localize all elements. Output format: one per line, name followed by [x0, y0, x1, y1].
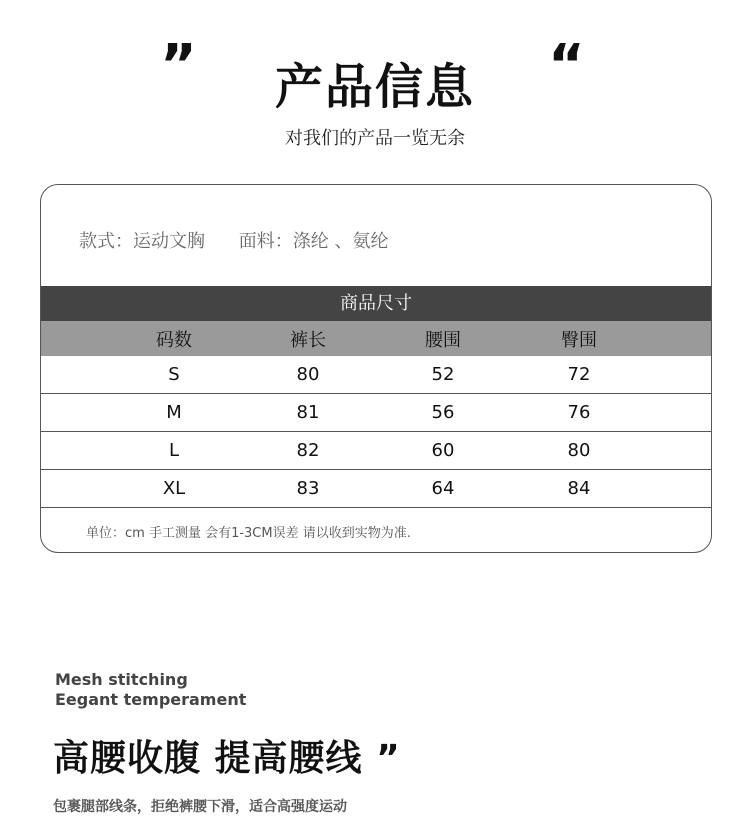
hip-cell: 76	[567, 402, 591, 423]
size-card	[40, 184, 712, 553]
feature-heading: 高腰收腹 提高腰线 ”	[53, 738, 401, 779]
spec-fabric: 面料：涤纶 、氨纶	[238, 231, 389, 252]
table-row	[41, 356, 711, 394]
size-table-title: 商品尺寸	[41, 286, 711, 321]
size-cell: XL	[162, 478, 186, 499]
hip-cell: 80	[567, 440, 591, 461]
length-cell: 81	[296, 402, 320, 423]
quote-mark-right: “	[548, 33, 585, 98]
table-row	[41, 470, 711, 508]
size-cell: M	[166, 402, 182, 423]
spec-style: 款式：运动文胸	[79, 231, 205, 252]
waist-cell: 52	[431, 364, 455, 385]
size-cell: S	[168, 364, 180, 385]
length-cell: 80	[296, 364, 320, 385]
page-title: 产品信息	[274, 59, 475, 115]
feature-english-text	[55, 670, 246, 710]
column-header-length: 裤长	[290, 329, 326, 351]
table-row	[41, 394, 711, 432]
measurement-note: 单位：cm 手工测量 会有1-3CM误差 请以收到实物为准.	[86, 526, 411, 541]
feature-description: 包裹腿部线条，拒绝裤腰下滑，适合高强度运动	[53, 799, 347, 815]
quote-mark-left: ”	[160, 33, 197, 98]
page-subtitle: 对我们的产品一览无余	[285, 128, 465, 149]
column-header-size: 码数	[156, 329, 192, 351]
waist-cell: 60	[431, 440, 455, 461]
waist-cell: 64	[431, 478, 455, 499]
waist-cell: 56	[431, 402, 455, 423]
size-table-header	[41, 321, 711, 356]
hip-cell: 72	[567, 364, 591, 385]
length-cell: 83	[296, 478, 320, 499]
hip-cell: 84	[567, 478, 591, 499]
length-cell: 82	[296, 440, 320, 461]
feature-english-line-1: Mesh stitching	[55, 670, 188, 689]
column-header-hip: 臀围	[561, 329, 597, 351]
column-header-waist: 腰围	[425, 329, 461, 351]
feature-english-line-2: Eegant temperament	[55, 690, 247, 709]
size-cell: L	[168, 440, 180, 461]
table-row	[41, 432, 711, 470]
product-specs	[79, 227, 416, 253]
